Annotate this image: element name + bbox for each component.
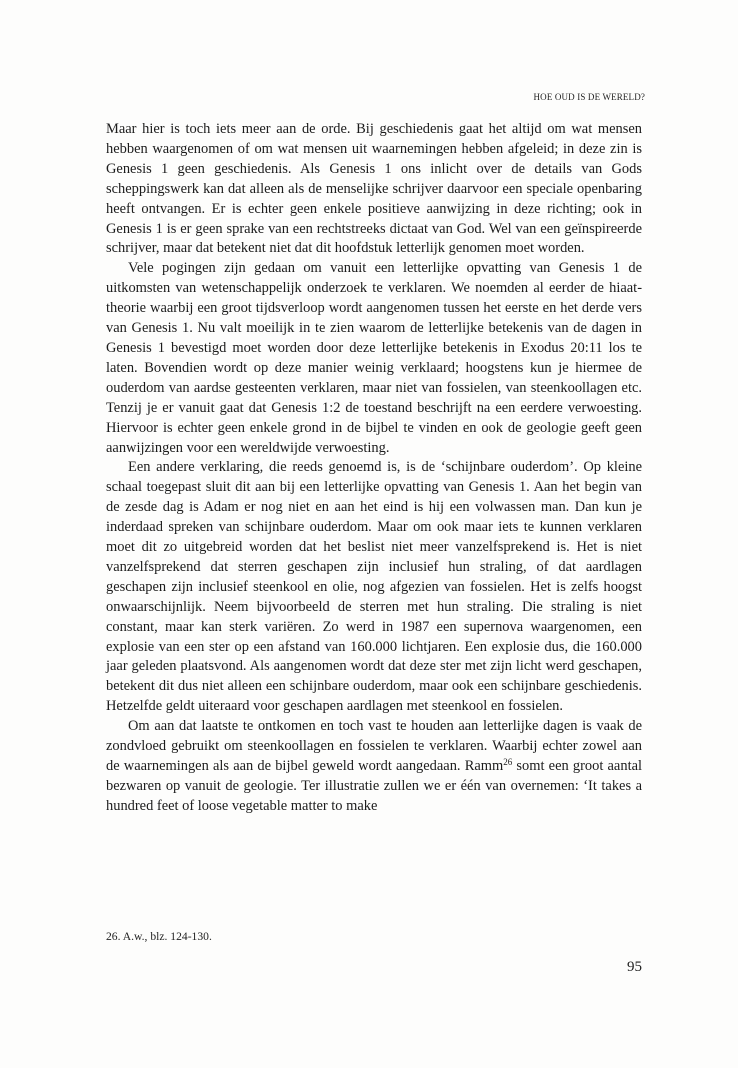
paragraph-1: Maar hier is toch iets meer aan de orde. Bij geschiedenis gaat het altijd om wat mensen hebben waargenomen of om wat mensen uit waarnemingen hebben afgeleid; in deze zin is Genesis 1 geen geschiedenis. Als Genesis 1 ons inlicht over de details van Gods scheppingswerk kan dat alleen als de menselijke schrijver daarvoor een speciale openbaring heeft ontvangen. Er is echter geen enkele positieve aanwijzing in deze richting; ook in Genesis 1 is er geen sprake van een rechtstreeks dictaat van God. Wel van een geïnspireerde schrijver, maar dat betekent niet dat dit hoofdstuk letterlijk genomen moet worden. xyxy=(106,121,642,257)
paragraph-4-text-after: somt een groot aantal bezwaren op vanuit de geologie. Ter illustratie zullen we er één van overnemen: ‘It takes a hundred feet of loose vegetable matter to make xyxy=(106,758,642,814)
footnote-reference: 26 xyxy=(503,757,513,767)
paragraph-4 xyxy=(106,717,642,817)
page-number: 95 xyxy=(627,959,642,975)
body-text xyxy=(106,120,642,817)
running-head: HOE OUD IS DE WERELD? xyxy=(533,92,645,102)
paragraph-4-text-before: Om aan dat laatste te ontkomen en toch vast te houden aan letterlijke dagen is vaak de zondvloed gebruikt om steenkoollagen en fossielen te verklaren. Waarbij echter zowel aan de waarnemingen als aan de bijbel geweld wordt aangedaan. Ramm xyxy=(106,718,642,774)
paragraph-3: Een andere verklaring, die reeds genoemd is, is de ‘schijnbare ouderdom’. Op kleine schaal toegepast sluit dit aan bij een letterlijke opvatting van Genesis 1. Aan het begin van de zesde dag is Adam er nog niet en aan het eind is hij een volwassen man. Dan kun je inderdaad spreken van schijnbare ouderdom. Maar om ook maar iets te kunnen verklaren moet dit zo uitgebreid worden dat het beslist niet meer vanzelfsprekend is. Het is niet vanzelfsprekend dat sterren geschapen zijn inclusief hun straling, of dat aardlagen geschapen zijn inclusief steenkool en olie, nog afgezien van fossielen. Het is zelfs hoogst onwaarschijnlijk. Neem bijvoorbeeld de sterren met hun straling. Die straling is niet constant, maar kan sterk variëren. Zo werd in 1987 een supernova waargenomen, een explosie van een ster op een afstand van 160.000 lichtjaren. Een explosie dus, die 160.000 jaar geleden plaatsvond. Als aangenomen wordt dat deze ster met zijn licht werd geschapen, betekent dit dus niet alleen een schijnbare ouderdom, maar ook een schijnbare geschiedenis. Hetzelfde geldt uiteraard voor geschapen aardlagen met steenkool en fossielen. xyxy=(106,459,642,715)
footnote: 26. A.w., blz. 124-130. xyxy=(106,930,212,943)
paragraph-2: Vele pogingen zijn gedaan om vanuit een letterlijke opvatting van Genesis 1 de uitkomsten van wetenschappelijk onderzoek te verklaren. We noemden al eerder de hiaat-theorie waarbij een groot tijdsverloop wordt aangenomen tussen het eerste en het derde vers van Genesis 1. Nu valt moeilijk in te zien waarom de letterlijke betekenis van de dagen in Genesis 1 bevestigd moet worden door deze letterlijke betekenis in Exodus 20:11 los te laten. Bovendien wordt op deze manier weinig verklaard; hoogstens kun je hiermee de ouderdom van aardse gesteenten verklaren, maar niet van fossielen, van steenkoollagen etc. Tenzij je er vanuit gaat dat Genesis 1:2 de toestand beschrijft na een eerdere verwoesting. Hiervoor is echter geen enkele grond in de bijbel te vinden en ook de geologie geeft geen aanwijzingen voor een wereldwijde verwoesting. xyxy=(106,260,642,456)
